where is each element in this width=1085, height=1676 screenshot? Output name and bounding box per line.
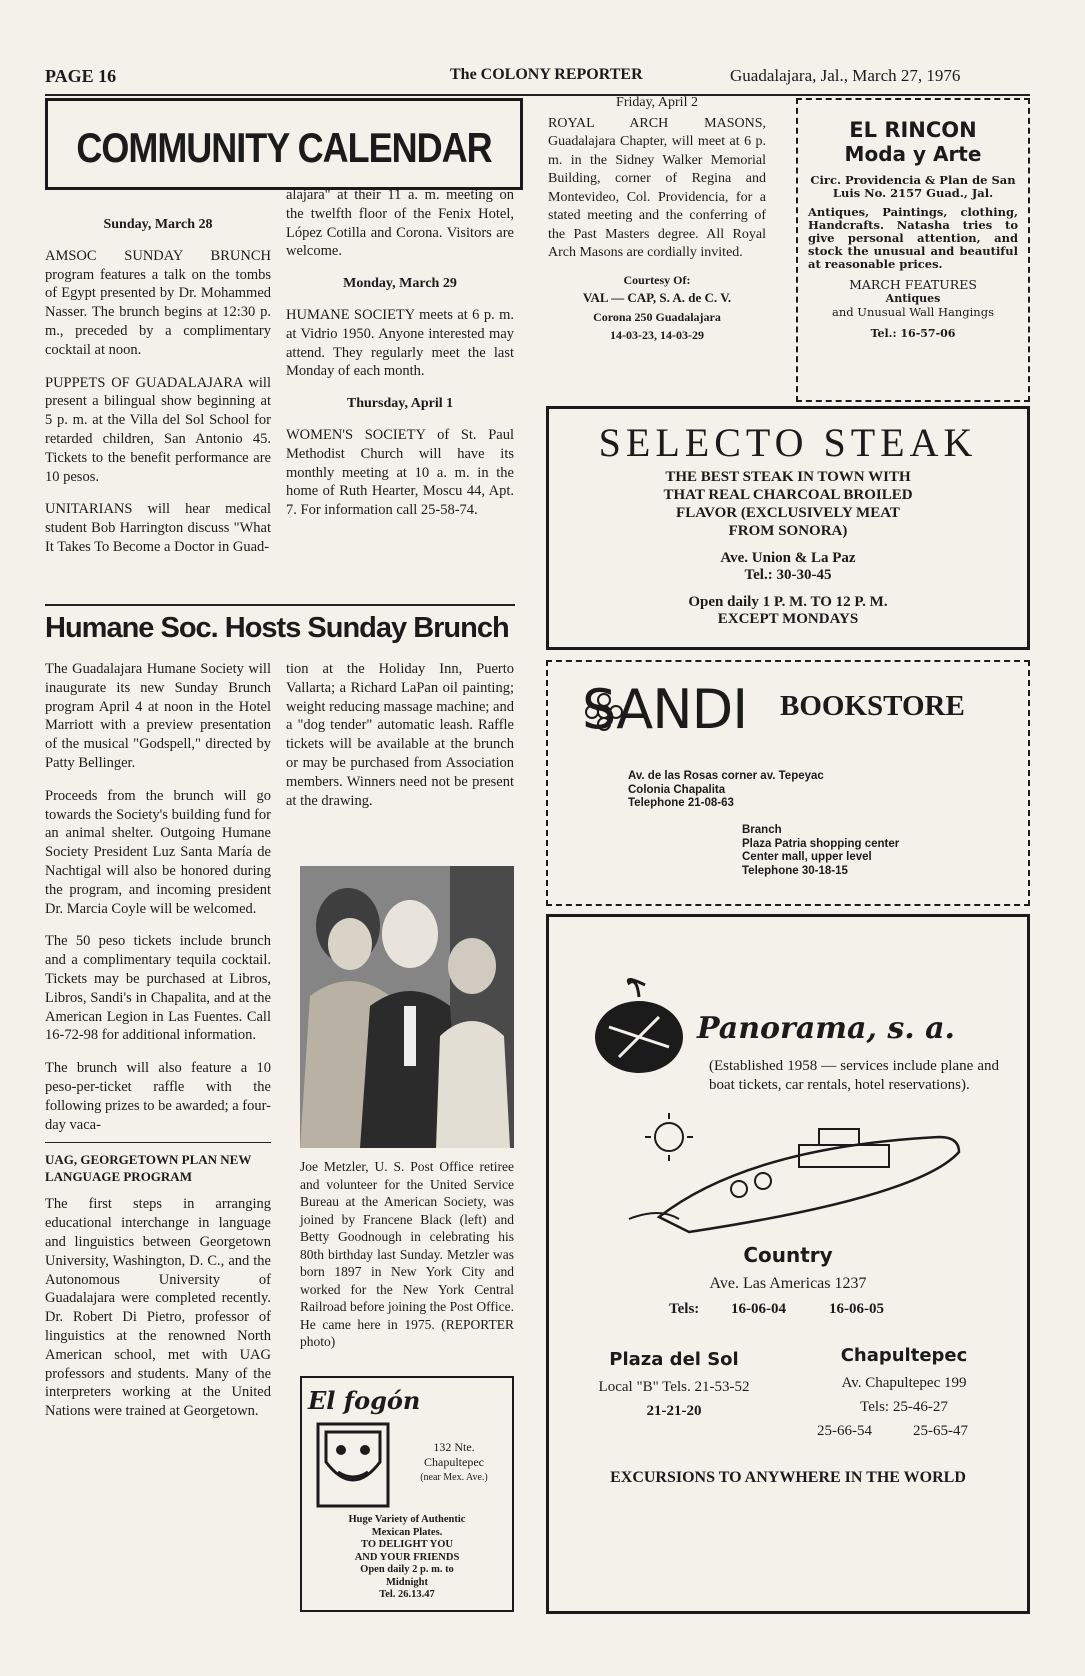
office-country-tel: 16-06-05 <box>829 1301 884 1317</box>
office-chapultepec-line: Tels: 25-46-27 <box>860 1399 948 1415</box>
page-number: PAGE 16 <box>45 66 117 86</box>
elfogon-line: Huge Variety of Authentic <box>348 1514 466 1525</box>
elrincon-features: MARCH FEATURES <box>849 277 977 292</box>
calendar-item: UNITARIANS will hear medical student Bob Harrington discuss "What It Takes To Become a Doctor in Guad- <box>45 501 271 555</box>
dateline: Guadalajara, Jal., March 27, 1976 <box>730 66 961 85</box>
mask-icon <box>316 1422 390 1508</box>
office-country: Country <box>743 1243 833 1267</box>
elfogon-ad <box>300 1376 514 1612</box>
selecto-closed: EXCEPT MONDAYS <box>717 611 859 627</box>
calendar-day-heading: Friday, April 2 <box>616 95 698 110</box>
office-country-address: Ave. Las Americas 1237 <box>709 1275 867 1292</box>
article-paragraph: Proceeds from the brunch will go towards the Society's building fund for an animal shelter. Outgoing Humane Society President Luz Santa María de Nachtigal will also be honored during the program, and incoming president Dr. Marcia Coyle will be welcomed. <box>45 787 271 917</box>
elrincon-phone: Tel.: 16-57-06 <box>870 327 956 340</box>
elfogon-line: Open daily 2 p. m. to <box>360 1564 454 1575</box>
elfogon-line: TO DELIGHT YOU <box>361 1539 453 1550</box>
calendar-column-1 <box>45 206 271 571</box>
selecto-phone: Tel.: 30-30-45 <box>744 567 832 583</box>
article-divider <box>45 1142 271 1143</box>
office-chapultepec: Chapultepec <box>840 1345 968 1366</box>
sandi-line: Plaza Patria shopping center <box>742 837 900 850</box>
office-chapultepec-tel: 25-66-54 <box>817 1423 872 1439</box>
calendar-item: WOMEN'S SOCIETY of St. Paul Methodist Church will have its monthly meeting at 10 a. m. in the home of Ruth Hearter, Moscu 44, Apt. 7. For information call 25-58-74. <box>286 426 514 519</box>
elfogon-addr-line: (near Mex. Ave.) <box>420 1472 488 1483</box>
selecto-line: THAT REAL CHARCOAL BROILED <box>663 487 913 503</box>
sponsor-address: Corona 250 Guadalajara <box>593 309 721 324</box>
humane-column-2 <box>286 660 514 824</box>
article-paragraph: The 50 peso tickets include brunch and a complimentary tequila cocktail. Tickets may be purchased at Libros, Libros, Sandi's in Chapalita, and at the American Legion in Las Fuentes. Call 16-72-98 for additional information. <box>45 933 271 1044</box>
sandi-ad <box>546 660 1030 906</box>
calendar-day-heading: Sunday, March 28 <box>103 217 213 232</box>
office-plaza-line: Local "B" Tels. 21-53-52 <box>598 1379 750 1395</box>
elfogon-addr-line: Chapultepec <box>424 1455 484 1469</box>
elfogon-line: AND YOUR FRIENDS <box>354 1551 460 1563</box>
calendar-item: PUPPETS OF GUADALAJARA will present a bilingual show beginning at 5 p. m. at the Villa del Sol School for retarded children, San Antonio 45. Tickets to the benefit performance are 10 pesos. <box>45 374 271 485</box>
elrincon-ad <box>796 98 1030 402</box>
calendar-title: COMMUNITY CALENDAR <box>76 123 492 171</box>
office-chapultepec-line: Av. Chapultepec 199 <box>841 1375 967 1391</box>
calendar-day-heading: Monday, March 29 <box>343 276 457 292</box>
photo-illustration <box>300 866 514 1148</box>
elrincon-subtitle: Moda y Arte <box>844 142 982 166</box>
sandi-bookstore: BOOKSTORE <box>780 690 965 722</box>
photo-caption: Joe Metzler, U. S. Post Office retiree and volunteer for the United Service Bureau at the American Society, was joined by Francene Black (left) and Betty Goodnough in celebrating his 80th birthday last Sunday. Metzler was born 1897 in New York City and worked for the New York Central Railroad before joining the Post Office. He came here in 1975. (REPORTER photo) <box>300 1159 514 1349</box>
selecto-tagline <box>549 468 1027 540</box>
elrincon-address: Circ. Providencia & Plan de San Luis No. 2157 Guad., Jal. <box>810 173 1016 200</box>
sandi-branch <box>742 824 899 878</box>
sponsor-phone: 14-03-23, 14-03-29 <box>610 328 704 342</box>
panorama-excursions: EXCURSIONS TO ANYWHERE IN THE WORLD <box>610 1469 966 1486</box>
calendar-day-heading: Thursday, April 1 <box>346 396 454 412</box>
birthday-photo <box>300 866 514 1148</box>
uag-headline: UAG, GEORGETOWN PLAN NEW LANGUAGE PROGRAM <box>45 1152 252 1185</box>
selecto-hours: Open daily 1 P. M. TO 12 P. M. <box>688 594 888 610</box>
plane-ship-illustration <box>599 1107 989 1247</box>
sandi-line: Center mall, upper level <box>742 851 872 863</box>
calendar-item: AMSOC SUNDAY BRUNCH program features a talk on the tombs of Egypt presented by Dr. Mohammed Nasser. The brunch begins at 12:30 p. m., preceded by a complimentary cocktail at noon. <box>45 247 271 358</box>
elfogon-line: Tel. 26.13.47 <box>379 1589 435 1600</box>
elrincon-title: EL RINCON <box>849 118 977 142</box>
header-rule <box>45 94 1030 96</box>
elrincon-feature-item: Antiques <box>885 292 941 305</box>
panorama-ad <box>546 914 1030 1614</box>
elfogon-addr-line: 132 Nte. <box>433 1440 475 1454</box>
office-country-tel: 16-06-04 <box>731 1301 786 1317</box>
elfogon-address <box>398 1440 510 1485</box>
masthead: The COLONY REPORTER <box>450 66 643 83</box>
sponsor-name: VAL — CAP, S. A. de C. V. <box>582 290 732 305</box>
elfogon-line: Mexican Plates. <box>371 1526 443 1538</box>
elfogon-line: Midnight <box>385 1576 428 1588</box>
sandi-line: Telephone 21-08-63 <box>628 797 734 809</box>
selecto-ad <box>546 406 1030 650</box>
calendar-column-3 <box>548 94 766 345</box>
globe-icon <box>589 977 713 1087</box>
sandi-logo: SANDI <box>582 678 748 741</box>
elfogon-details <box>306 1514 508 1602</box>
humane-headline: Humane Soc. Hosts Sunday Brunch <box>45 612 509 644</box>
article-paragraph: tion at the Holiday Inn, Puerto Vallarta; a Richard LaPan oil painting; weight reducing massage machine; and a "dog tender" automatic leash. Raffle tickets will be available at the brunch or may be purchased from Association members. Winners need not be present at the drawing. <box>286 661 514 809</box>
elrincon-description: Antiques, Paintings, clothing, Handcrafts. Natasha tries to give personal attention, and stock the unusual and beautiful at reasonable prices. <box>808 205 1018 271</box>
office-country-tels-label: Tels: <box>669 1301 700 1317</box>
article-paragraph: The brunch will also feature a 10 peso-per-ticket raffle with the following prizes to be awarded; a four-day vaca- <box>45 1060 271 1133</box>
courtesy-label: Courtesy Of: <box>623 272 691 287</box>
sandi-line: Av. de las Rosas corner av. Tepeyac <box>628 770 824 782</box>
sandi-line: Branch <box>742 824 782 836</box>
calendar-item: ROYAL ARCH MASONS, Guadalajara Chapter, will meet at 6 p. m. in the Sidney Walker Memorial Building, corner of Regina and Montevideo, Col. Providencia, for a stated meeting and the conferring of the Past Masters degree. All Royal Arch Masons are cordially invited. <box>548 115 766 260</box>
article-paragraph: The first steps in arranging educational interchange in language and linguistics between Georgetown University, Washington, D. C., and the Autonomous University of Guadalajara were completed recently. Dr. Robert Di Pietro, professor of linguistics at the renowned North American school, met with UAG professors and students. Many of the interpreters working at the United Nations were trained at Georgetown. <box>45 1196 271 1420</box>
office-plaza: Plaza del Sol <box>609 1349 739 1370</box>
calendar-item: HUMANE SOCIETY meets at 6 p. m. at Vidrio 1950. Anyone interested may attend. They regularly meet the last Monday of each month. <box>286 306 514 380</box>
office-chapultepec-tel: 25-65-47 <box>913 1423 968 1439</box>
calendar-title-box <box>45 98 523 190</box>
sandi-main-address <box>628 770 824 811</box>
article-paragraph: The Guadalajara Humane Society will inaugurate its new Sunday Brunch program April 4 at noon in the Hotel Marriott with a preview presentation of the musical "Godspell," directed by Patty Bellinger. <box>45 661 271 771</box>
selecto-address: Ave. Union & La Paz <box>720 550 856 566</box>
panorama-established: (Established 1958 — services include plane and boat tickets, car rentals, hotel reservations). <box>709 1058 999 1093</box>
selecto-line: FROM SONORA) <box>728 523 848 539</box>
humane-column-1 <box>45 660 271 1435</box>
calendar-item: alajara" at their 11 a. m. meeting on the twelfth floor of the Fenix Hotel, López Cotilla and Corona. Visitors are welcome. <box>286 187 514 260</box>
selecto-title: SELECTO STEAK <box>598 420 978 465</box>
calendar-column-2 <box>286 186 514 534</box>
selecto-line: THE BEST STEAK IN TOWN WITH <box>665 469 911 485</box>
sandi-line: Colonia Chapalita <box>628 783 726 796</box>
section-rule <box>45 604 515 606</box>
sandi-line: Telephone 30-18-15 <box>742 864 848 877</box>
office-plaza-line: 21-21-20 <box>646 1403 702 1419</box>
elfogon-logo: El fogón <box>308 1386 421 1415</box>
elrincon-feature-item: and Unusual Wall Hangings <box>832 305 994 319</box>
selecto-line: FLAVOR (EXCLUSIVELY MEAT <box>676 505 900 521</box>
panorama-logo: Panorama, s. a. <box>697 1011 955 1046</box>
